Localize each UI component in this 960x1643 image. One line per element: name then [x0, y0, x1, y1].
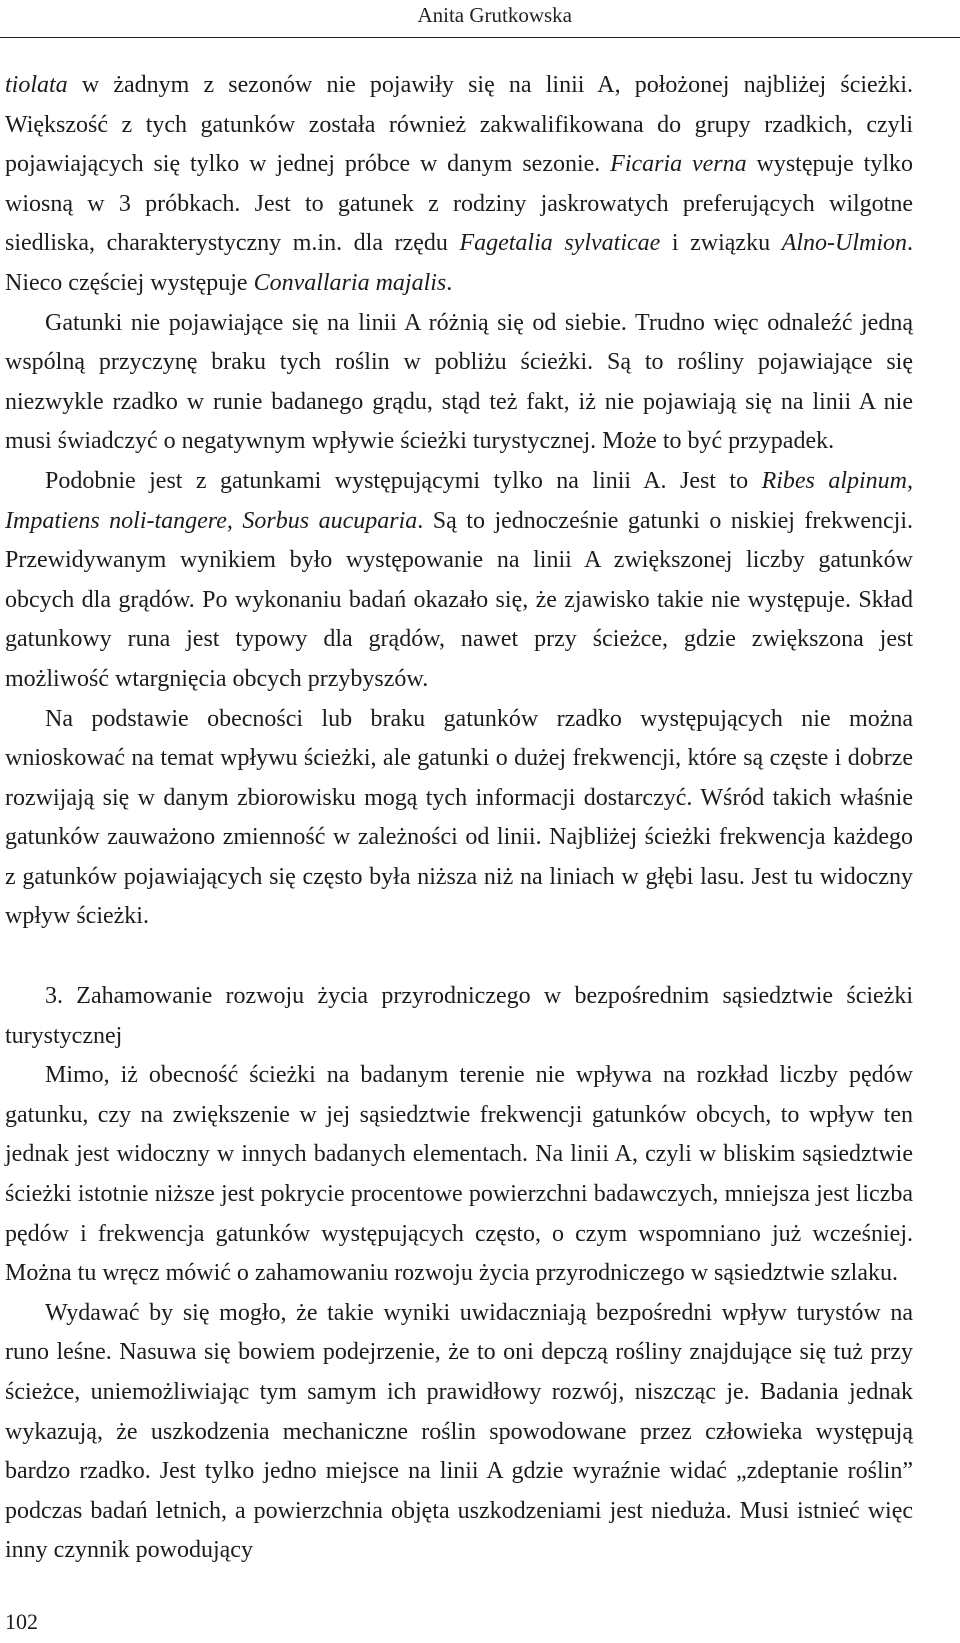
paragraph: Mimo, iż obecność ścieżki na badanym terenie nie wpływa na rozkład liczby pędów gatunku, czy na zwiększenie w jej sąsiedztwie frekwencji gatunków obcych, to wpływ ten jednak jest widoczny w innych badanych elementach. Na linii A, czyli w bliskim sąsiedztwie ścieżki istotnie niższe jest pokrycie procentowe powierzchni badawczych, mniejsza jest liczba pędów i frekwencja gatunków występujących często, o czym wspomniano już wcześniej. Można tu wręcz mówić o zahamowaniu rozwoju życia przyrodniczego w sąsiedztwie szlaku.: [5, 1062, 913, 1287]
paragraph: Na podstawie obecności lub braku gatunków rzadko występujących nie można wnioskować na temat wpływu ścieżki, ale gatunki o dużej frekwencji, które są częste i dobrze rozwijają się w danym zbiorowisku mogą tych informacji dostarczyć. Wśród takich właśnie gatunków zauważono zmienność w zależności od linii. Najbliżej ścieżki frekwencja każdego z gatunków pojawiających się często była niższa niż na liniach w głębi lasu. Jest tu widoczny wpływ ścieżki.: [5, 705, 913, 930]
syntaxon-name: Alno-Ulmion: [781, 230, 908, 257]
section-heading: 3. Zahamowanie rozwoju życia przyrodniczego w bezpośrednim sąsiedztwie ścieżki turystycznej: [5, 983, 913, 1049]
syntaxon-name: Fagetalia sylvaticae: [459, 230, 661, 257]
page-body: [5, 66, 913, 1571]
paragraph: Gatunki nie pojawiające się na linii A różnią się od siebie. Trudno więc odnaleźć jedną wspólną przyczynę braku tych roślin w pobliżu ścieżki. Są to rośliny pojawiające się niezwykle rzadko w runie badanego grądu, stąd też fakt, iż nie pojawiają się na linii A nie musi świadczyć o negatywnym wpływie ścieżki turystycznej. Może to być przypadek.: [5, 309, 913, 455]
page-number: 102: [5, 1609, 38, 1634]
header-rule: [0, 37, 960, 38]
species-name: tiolata: [5, 72, 68, 98]
species-name: Convallaria majalis: [253, 269, 447, 296]
paragraph: Wydawać by się mogło, że takie wyniki uwidaczniają bezpośredni wpływ turystów na runo leśne. Nasuwa się bowiem podejrzenie, że to oni depczą rośliny znajdujące się tuż przy ścieżce, uniemożliwiając tym samym ich prawidłowy rozwój, niszcząc je. Badania jednak wykazują, że uszkodzenia mechaniczne roślin spowodowane przez człowieka występują bardzo rzadko. Jest tylko jedno miejsce na linii A gdzie wyraźnie widać „zdeptanie roślin” podczas badań letnich, a powierzchnia objęta uszkodzeniami jest nieduża. Musi istnieć więc inny czynnik powodujący: [5, 1299, 913, 1564]
running-head-author: Anita Grutkowska: [417, 3, 572, 27]
species-list: Ribes alpinum, Impatiens noli-tangere, Sorbus aucuparia: [5, 467, 914, 534]
paragraph: Podobnie jest z gatunkami występującymi tylko na linii A. Jest to Ribes alpinum, Impatiens noli-tangere, Sorbus aucuparia. Są to jednocześnie gatunki o niskiej frekwencji. Przewidywanym wynikiem było występowanie na linii A zwiększonej liczby gatunków obcych dla grądów. Po wykonaniu badań okazało się, że zjawisko takie nie występuje. Skład gatunkowy runa jest typowy dla grądów, nawet przy ścieżce, gdzie zwiększona jest możliwość wtargnięcia obcych przybyszów.: [5, 467, 914, 692]
species-name: Ficaria verna: [610, 151, 747, 178]
paragraph-continued: tiolata w żadnym z sezonów nie pojawiły się na linii A, położonej najbliżej ścieżki. Większość z tych gatunków została również zakwalifikowana do grupy rzadkich, czyli pojawiających się tylko w jednej próbce w danym sezonie. Ficaria verna występuje tylko wiosną w 3 próbkach. Jest to gatunek z rodziny jaskrowatych preferujących wilgotne siedliska, charakterystyczny m.in. dla rzędu Fagetalia sylvaticae i związku Alno-Ulmion. Nieco częściej występuje Convallaria majalis.: [5, 72, 914, 296]
